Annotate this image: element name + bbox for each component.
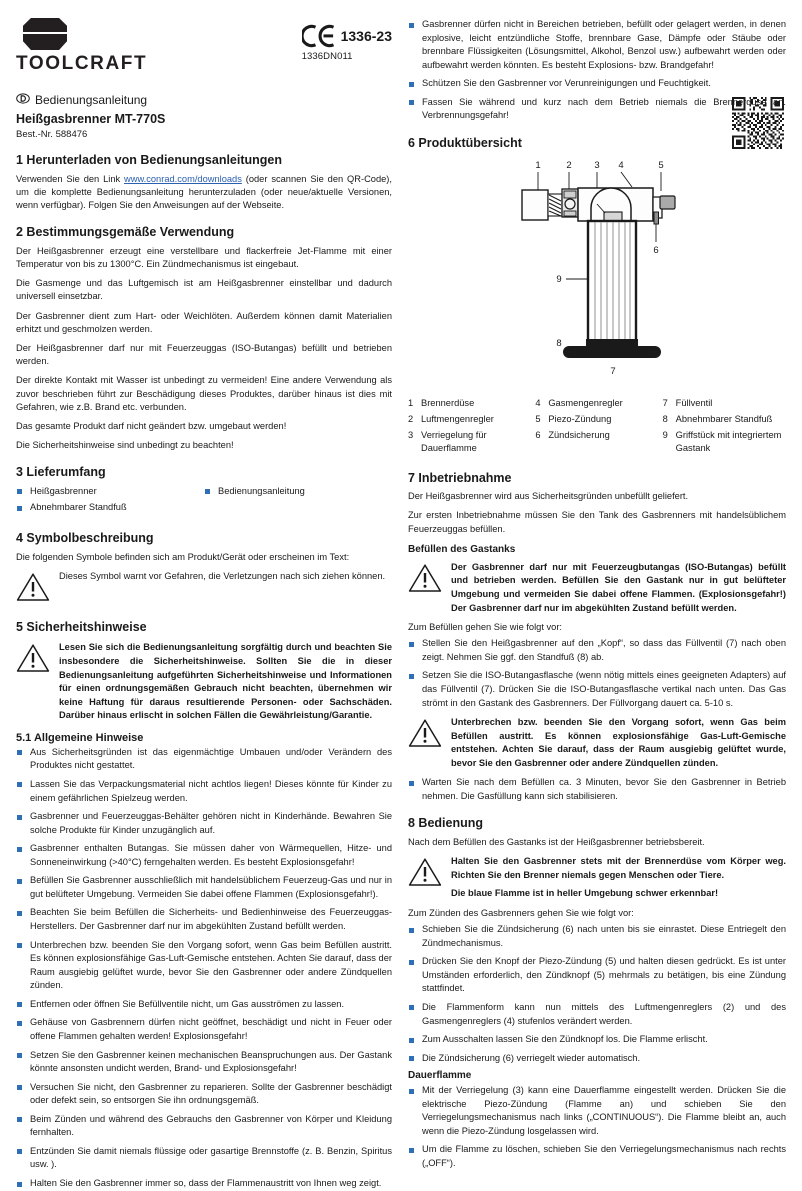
fill-warning-row: [408, 561, 786, 615]
s4-intro: Die folgenden Symbole befinden sich am Produkt/Gerät oder erscheinen im Text:: [16, 551, 350, 562]
list-item: Setzen Sie die ISO-Butangasflasche (wenn nötig mittels eines geeigneten Adapters) auf das Füllventil (7). Drücken Sie die ISO-Butangasflasche vertikal nach unten. Das Gas strömt in den Gastank des Gasbrenners. Der Füllvorgang dauert ca. 5-10 s.: [408, 669, 786, 710]
s8-sub-heading: Dauerflamme: [408, 1070, 472, 1082]
ce-mark-row: [302, 24, 392, 48]
doc-type-label: Bedienungsanleitung: [35, 93, 148, 107]
legend-label: Füllventil: [675, 397, 713, 408]
warning-triangle-icon: [408, 563, 442, 598]
legend-entry: [408, 397, 531, 410]
legend-number: 9: [662, 429, 668, 440]
downloads-link[interactable]: www.conrad.com/downloads: [124, 173, 242, 184]
list-item: Um die Flamme zu löschen, schieben Sie den Verriegelungsmechanismus nach rechts („OFF“).: [408, 1143, 786, 1170]
s2-p6: Das gesamte Produkt darf nicht geändert bzw. umgebaut werden!: [16, 420, 287, 431]
legend-number: 2: [408, 413, 414, 424]
s1-text-a: Verwenden Sie den Link: [16, 173, 125, 184]
legend-entry: [535, 397, 658, 410]
list-item: Entzünden Sie damit niemals flüssige oder gasartige Brennstoffe (z. B. Benzin, Spiritus usw. ).: [16, 1145, 392, 1172]
warning-triangle-icon: [16, 572, 50, 607]
symbol-warning-text: [59, 570, 385, 584]
list-item: Halten Sie den Gasbrenner immer so, dass der Flammenaustritt von Ihnen weg zeigt.: [16, 1177, 392, 1191]
legend-label: Luftmengenregler: [421, 413, 494, 424]
s7-p1: Der Heißgasbrenner wird aus Sicherheitsgründen unbefüllt geliefert.: [408, 491, 689, 502]
ce-logo-icon: [302, 24, 336, 48]
list-item: Gasbrenner enthalten Butangas. Sie müssen daher von Wärmequellen, Hitze- und Sonneneinwirkung (>40°C) ferngehalten werden. Es besteht Explosionsgefahr!: [16, 842, 392, 869]
legend-number: 8: [662, 413, 668, 424]
section-8-heading: 8 Bedienung: [408, 816, 484, 831]
list-item: Zum Ausschalten lassen Sie den Zündknopf los. Die Flamme erlischt.: [408, 1033, 786, 1047]
symbol-warning-row: [16, 570, 392, 607]
s8-warning-1b: Die blaue Flamme ist in heller Umgebung schwer erkennbar!: [451, 888, 719, 899]
legend-entry: [535, 429, 658, 442]
list-item: Schützen Sie den Gasbrenner vor Verunreinigungen und Feuchtigkeit.: [408, 77, 786, 91]
section-5-1-heading: 5.1 Allgemeine Hinweise: [16, 731, 144, 744]
continuous-flame-list: [408, 1084, 786, 1170]
hex-top-shape: [23, 18, 67, 32]
list-item: Bedienungsanleitung: [204, 485, 392, 499]
s2-p5: Der direkte Kontakt mit Wasser ist unbedingt zu vermeiden! Eine andere Verwendung als zuvor beschrieben führt zur Beschädigung dieses Produktes, darüber hinaus ist dies mit Gefahren, wie z.B. Brand etc. verbunden.: [16, 375, 392, 412]
section-3-heading: 3 Lieferumfang: [16, 465, 106, 480]
product-overview-diagram: [408, 156, 786, 391]
s2-p4: Der Heißgasbrenner darf nur mit Feuerzeuggas (ISO-Butangas) befüllt und betrieben werden.: [16, 342, 392, 367]
s8-lead: Zum Zünden des Gasbrenners gehen Sie wie folgt vor:: [408, 907, 634, 918]
section-5-heading: 5 Sicherheitshinweise: [16, 619, 147, 634]
list-item: Gehäuse von Gasbrennern dürfen nicht geöffnet, beschädigt und nicht in Feuer oder offene Flammen gehalten werden! Explosionsgefahr!: [16, 1016, 392, 1043]
list-item: Versuchen Sie nicht, den Gasbrenner zu reparieren. Sollte der Gasbrenner beschädigt oder defekt sein, so entsorgen Sie ihn ordnungsgemäß.: [16, 1081, 392, 1108]
legend-number: 6: [535, 429, 541, 440]
s7-lead: Zum Befüllen gehen Sie wie folgt vor:: [408, 622, 562, 633]
left-column: [16, 14, 392, 1188]
legend-number: 4: [535, 397, 541, 408]
filling-steps-list: [408, 637, 786, 710]
warning-triangle-icon: [408, 718, 442, 753]
ignition-steps-list: [408, 923, 786, 1065]
s7-warning-2: Unterbrechen bzw. beenden Sie den Vorgang sofort, wenn Gas beim Befüllen austritt. Es können explosionsfähige Gas-Luft-Gemische entstehen. Achten Sie darauf, dass der Raum ausgiebig gelüftet wurde, bevor Sie den Gasbrenner oder andere Zündquellen zünden.: [451, 717, 786, 768]
brand-logo: [16, 14, 147, 75]
legend-number: 5: [535, 413, 541, 424]
scope-of-delivery-list: [16, 485, 392, 518]
s2-p7: Die Sicherheitshinweise sind unbedingt zu beachten!: [16, 440, 234, 451]
s4-warning-text: Dieses Symbol warnt vor Gefahren, die Verletzungen nach sich ziehen können.: [59, 570, 386, 581]
legend-label: Griffstück mit integriertem Gastank: [675, 429, 782, 453]
list-item: Die Flammenform kann nun mittels des Luftmengenreglers (2) und des Gasmengenreglers (4) stufenlos verändert werden.: [408, 1001, 786, 1028]
list-item: Heißgasbrenner: [16, 485, 204, 499]
s8-warning-1a: Halten Sie den Gasbrenner stets mit der Brennerdüse vom Körper weg. Richten Sie den Brenner niemals gegen Menschen oder Tiere.: [451, 856, 786, 880]
list-item: Abnehmbarer Standfuß: [16, 501, 204, 515]
s2-p3: Der Gasbrenner dient zum Hart- oder Weichlöten. Außerdem können damit Materialien erhitzt und geschmolzen werden.: [16, 310, 392, 334]
svg-text:2: 2: [566, 159, 572, 171]
parts-legend: [408, 397, 786, 458]
safety-warning-text: [59, 641, 392, 722]
operation-warning-text: [451, 855, 786, 901]
list-item: Beachten Sie beim Befüllen die Sicherheits- und Bedienhinweise des Feuerzeuggas-Herstellers. Der Gasbrenner darf nur im abgekühlten Zustand befüllt werden.: [16, 906, 392, 933]
legend-number: 7: [662, 397, 668, 408]
doc-type-row: [16, 93, 392, 107]
legend-entry: [663, 397, 786, 410]
legend-entry: [663, 413, 786, 426]
warning-triangle-icon: [16, 643, 50, 678]
list-item: Lassen Sie das Verpackungsmaterial nicht achtlos liegen! Dieses könnte für Kinder zu einem gefährlichen Spielzeug werden.: [16, 778, 392, 805]
legend-entry: [535, 413, 658, 426]
s2-p1: Der Heißgasbrenner erzeugt eine verstellbare und flackerfreie Jet-Flamme mit einer Temperatur von bis zu 1300°C. Ein Zündmechanismus ist eingebaut.: [16, 245, 392, 269]
list-item: Beim Zünden und während des Gebrauchs den Gasbrenner von Körper und Kleidung fernhalten.: [16, 1113, 392, 1140]
order-number: Best.-Nr. 588476: [16, 129, 88, 140]
legend-label: Gasmengenregler: [548, 397, 623, 408]
list-item: Die Zündsicherung (6) verriegelt wieder automatisch.: [408, 1052, 786, 1066]
section-4-heading: 4 Symbolbeschreibung: [16, 531, 154, 545]
list-item: Warten Sie nach dem Befüllen ca. 3 Minuten, bevor Sie den Gasbrenner in Betrieb nehmen. Die Gasfüllung kann sich stabilisieren.: [408, 776, 786, 803]
list-item: Stellen Sie den Heißgasbrenner auf den „Kopf“, so dass das Füllventil (7) nach oben zeigt. Nehmen Sie ggf. den Standfuß (8) ab.: [408, 637, 786, 664]
list-item: Schieben Sie die Zündsicherung (6) nach unten bis sie einrastet. Diese Entriegelt den Zündmechanismus.: [408, 923, 786, 950]
legend-label: Brennerdüse: [421, 397, 475, 408]
s2-p2: Die Gasmenge und das Luftgemisch ist am Heißgasbrenner einstellbar und dadurch universell einsetzbar.: [16, 278, 392, 302]
section-2-heading: 2 Bestimmungsgemäße Verwendung: [16, 225, 235, 240]
page-title: Heißgasbrenner MT-770S: [16, 112, 166, 126]
list-item: Gasbrenner dürfen nicht in Bereichen betrieben, befüllt oder gelagert werden, in denen explosive, leicht entzündliche Stoffe, brennbare Gase, Dämpfe oder Stäube oder brennbare Flüssigkeiten (Lösungsmittel, Alkohol, Benzol usw.) aufbewahrt werden oder aufbewahrt werden könnten. Es besteht Explosions- bzw. Brandgefahr!: [408, 18, 786, 72]
legend-entry: [663, 429, 786, 455]
brand-wordmark: TOOLCRAFT: [16, 53, 148, 74]
section-7-heading: 7 Inbetriebnahme: [408, 470, 512, 485]
legend-number: 3: [408, 429, 414, 440]
section-6-heading: 6 Produktübersicht: [408, 135, 522, 150]
s1-text-b: (oder scannen Sie den QR-Code), um die komplette Bedienungsanleitung herunterzuladen (oder neue/aktuelle Versionen, wenn verfügbar). Folgen Sie den Anweisungen auf der Webseite.: [16, 173, 392, 210]
gas-leak-warning-row: [408, 716, 786, 770]
gas-leak-warning-text: [451, 716, 786, 770]
svg-text:7: 7: [610, 365, 616, 377]
legend-number: 1: [408, 397, 414, 408]
svg-text:8: 8: [556, 337, 562, 349]
legend-label: Piezo-Zündung: [548, 413, 612, 424]
ce-number: 1336-23: [340, 28, 392, 44]
list-item: Setzen Sie den Gasbrenner keinen mechanischen Beanspruchungen aus. Der Gastank könnte ansonsten undicht werden, Brand- und Explosionsgefahr!: [16, 1049, 392, 1076]
warning-triangle-icon: [408, 857, 442, 892]
safety-notes-continued-list: [408, 18, 786, 123]
list-item: Unterbrechen bzw. beenden Sie den Vorgang sofort, wenn Gas beim Befüllen austritt. Es können explosionsfähige Gas-Luft-Gemische entstehen. Achten Sie darauf, dass der Raum ausgiebig gelüftet wurde, bevor Sie den Gasbrenner oder andere Zündquellen zünden.: [16, 939, 392, 993]
toolcraft-hex-icon: [23, 18, 67, 50]
svg-text:6: 6: [653, 244, 659, 256]
right-column: [408, 14, 786, 1168]
two-column-layout: [16, 14, 786, 1188]
ce-notified-body-id: 1336DN011: [301, 51, 353, 62]
manual-eye-icon: [16, 93, 30, 107]
section-1-heading: 1 Herunterladen von Bedienungsanleitungen: [16, 153, 283, 167]
svg-text:1: 1: [535, 159, 541, 171]
list-item: Fassen Sie während und kurz nach dem Betrieb niemals die Brennerdüse an. Verbrennungsgefahr!: [408, 96, 786, 123]
document-header: [16, 14, 392, 75]
fill-warning-text: [451, 561, 786, 615]
general-notes-list: [16, 746, 392, 1191]
s8-p1: Nach dem Befüllen des Gastanks ist der Heißgasbrenner betriebsbereit.: [408, 837, 705, 848]
filling-steps-list-2: [408, 776, 786, 803]
legend-label: Abnehmbarer Standfuß: [675, 413, 773, 424]
legend-label: Zündsicherung: [548, 429, 610, 440]
s7-p2: Zur ersten Inbetriebnahme müssen Sie den Tank des Gasbrenners mit handelsüblichem Feuerzeuggas befüllen.: [408, 510, 786, 534]
list-item: Entfernen oder öffnen Sie Befüllventile nicht, um Gas ausströmen zu lassen.: [16, 998, 392, 1012]
legend-label: Verriegelung für Dauerflamme: [421, 429, 487, 453]
list-item: Drücken Sie den Knopf der Piezo-Zündung (5) und halten diesen gedrückt. Es ist unter Umständen erforderlich, den Zündknopf (5) mehrmals zu betätigen, bis eine Zündung stattfindet.: [408, 955, 786, 996]
legend-column-1: [408, 397, 531, 458]
s5-warning-text: Lesen Sie sich die Bedienungsanleitung sorgfältig durch und beachten Sie insbesondere die Sicherheitshinweise. Sollten Sie die in dieser Bedienungsanleitung aufgeführten Sicherheitshinweise und Informationen für einen ordnungsgemäßen Gebrauch nicht beachten, übernehmen wir keine Haftung für daraus resultierende Personen- oder Sachschäden. Darüber hinaus erlischt in solchen Fällen die Gewährleistung/Garantie.: [59, 642, 392, 721]
hex-bottom-shape: [23, 34, 67, 50]
svg-text:5: 5: [658, 159, 664, 171]
legend-column-3: [663, 397, 786, 458]
section-1-paragraph: [16, 173, 392, 213]
list-item: Aus Sicherheitsgründen ist das eigenmächtige Umbauen und/oder Verändern des Produktes nicht gestattet.: [16, 746, 392, 773]
svg-text:4: 4: [618, 159, 624, 171]
list-item: Befüllen Sie Gasbrenner ausschließlich mit handelsüblichem Feuerzeug-Gas und nur in gut belüfteter Umgebung. Vermeiden Sie dabei offene Flammen (Explosionsgefahr!).: [16, 874, 392, 901]
legend-column-2: [535, 397, 658, 458]
svg-text:3: 3: [594, 159, 600, 171]
safety-warning-row: [16, 641, 392, 722]
legend-entry: [408, 413, 531, 426]
s7-warning-1: Der Gasbrenner darf nur mit Feuerzeugbutangas (ISO-Butangas) befüllt und betrieben werden. Befüllen Sie den Gastank nur in gut belüfteter Umgebung und vermeiden Sie dabei offene Flammen. (Explosionsgefahr!) Der Gasbrenner darf nur im abgekühlten Zustand befüllt werden.: [451, 561, 786, 613]
operation-warning-row: [408, 855, 786, 901]
list-item: Gasbrenner und Feuerzeuggas-Behälter gehören nicht in Kinderhände. Bewahren Sie solche Produkte für Kinder unzugänglich auf.: [16, 810, 392, 837]
s7-sub-heading: Befüllen des Gastanks: [408, 543, 516, 555]
ce-mark-block: [302, 14, 392, 62]
svg-text:9: 9: [556, 273, 562, 285]
legend-entry: [408, 429, 531, 455]
list-item: Mit der Verriegelung (3) kann eine Dauerflamme eingestellt werden. Drücken Sie die elektrische Piezo-Zündung (Flamme an) und schieben Sie den Verriegelungsmechanismus nach links („CONTINUOUS“). Die Flamme bleibt an, auch wenn die Piezo-Zündung losgelassen wird.: [408, 1084, 786, 1138]
